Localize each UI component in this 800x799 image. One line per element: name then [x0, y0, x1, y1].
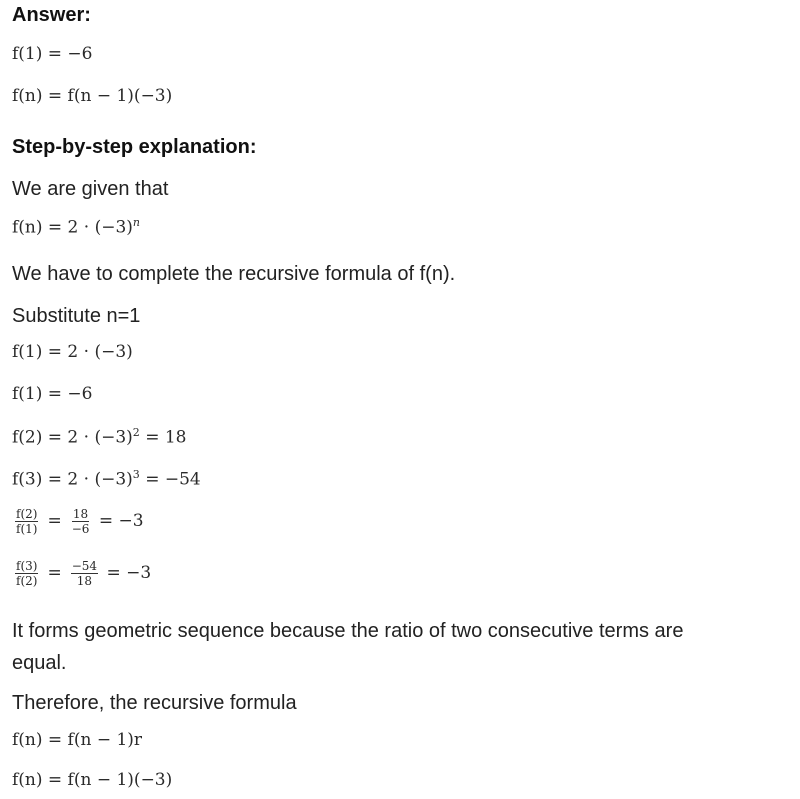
ratio-1-fraction-left: [15, 508, 38, 535]
step-3-left: f(2) = 2 · (−3): [12, 427, 133, 448]
ratio-2-fraction-left: [15, 560, 38, 587]
answer-line-2: f(n) = f(n − 1)(−3): [12, 86, 173, 106]
ratio-1-denominator-value: −6: [71, 522, 90, 536]
step-2: f(1) = −6: [12, 384, 93, 404]
given-text: We are given that: [12, 178, 169, 200]
given-formula: [12, 216, 140, 238]
ratio-1-result: = −3: [98, 511, 144, 531]
ratio-2-denominator-value: 18: [76, 574, 92, 588]
explanation-heading: Step-by-step explanation:: [12, 136, 257, 158]
ratio-2-fraction-right: [71, 560, 98, 587]
ratio-1: $\frac{f(2)}{f(1)}$ = $\frac{18}{-6}$ = −3: [16, 507, 144, 536]
ratio-2-denominator: f(2): [16, 574, 38, 588]
step-1: f(1) = 2 · (−3): [12, 342, 133, 362]
step-4: [12, 468, 201, 490]
geometric-text-line-1: It forms geometric sequence because the ratio of two consecutive terms are: [12, 620, 684, 642]
substitute-text: Substitute n=1: [12, 305, 141, 327]
step-4-right: = −54: [145, 469, 201, 490]
geometric-text-line-2: equal.: [12, 652, 67, 674]
ratio-2-result: = −3: [106, 563, 152, 583]
ratio-1-numerator: f(2): [16, 507, 38, 521]
therefore-text: Therefore, the recursive formula: [12, 692, 297, 714]
task-text: We have to complete the recursive formula of f(n).: [12, 263, 456, 285]
ratio-1-numerator-value: 18: [72, 507, 89, 521]
recursive-formula-general: f(n) = f(n − 1)r: [12, 730, 143, 750]
step-3: [12, 426, 186, 448]
answer-heading: Answer:: [12, 4, 91, 26]
given-formula-base: f(n) = 2 · (−3): [12, 217, 133, 238]
ratio-2-numerator: f(3): [16, 559, 38, 573]
step-4-exponent: 3: [132, 468, 140, 481]
step-3-right: = 18: [145, 427, 187, 448]
ratio-2: $\frac{f(3)}{f(2)}$ = $\frac{-54}{18}$ = −3: [16, 559, 152, 588]
ratio-1-fraction-right: [71, 508, 91, 535]
answer-line-1: f(1) = −6: [12, 44, 93, 64]
given-formula-exponent: n: [132, 216, 141, 229]
step-3-exponent: 2: [132, 426, 140, 439]
recursive-formula-final: f(n) = f(n − 1)(−3): [12, 770, 173, 790]
ratio-2-numerator-value: −54: [71, 559, 98, 573]
ratio-1-denominator: f(1): [16, 522, 38, 536]
step-4-left: f(3) = 2 · (−3): [12, 469, 133, 490]
